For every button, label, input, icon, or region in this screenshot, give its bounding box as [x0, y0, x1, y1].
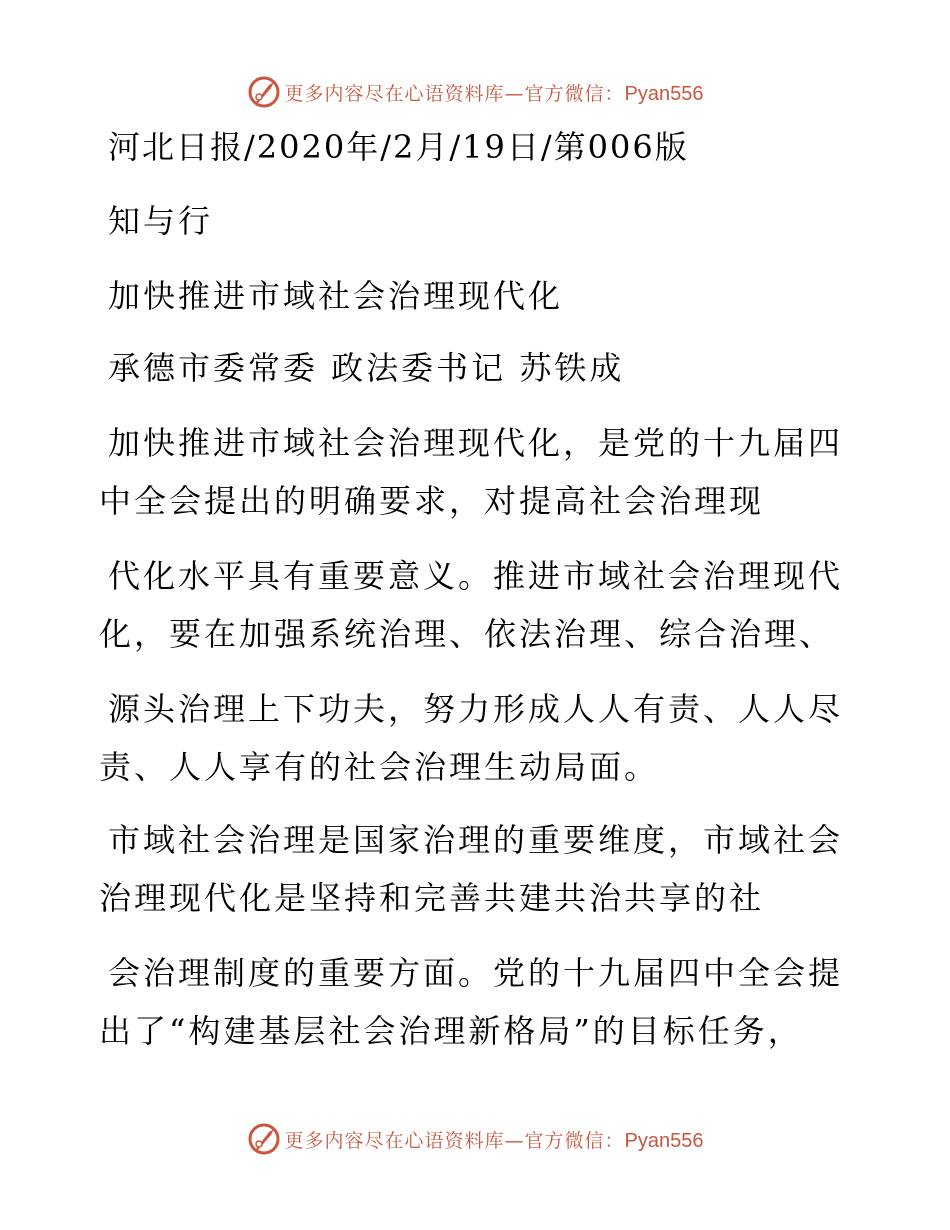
- body-line: 化，要在加强系统治理、依法治理、综合治理、: [99, 615, 835, 653]
- article-byline: 承德市委常委 政法委书记 苏铁成: [108, 349, 625, 387]
- body-line: 源头治理上下功夫，努力形成人人有责、人人尽: [108, 690, 844, 728]
- quill-logo-icon: [247, 1122, 281, 1156]
- watermark-bottom: [0, 1117, 950, 1161]
- quill-logo-icon: [247, 75, 281, 109]
- body-line: 加快推进市域社会治理现代化，是党的十九届四: [108, 424, 844, 462]
- body-line: 会治理制度的重要方面。党的十九届四中全会提: [108, 954, 844, 992]
- watermark-wechat-id: Pyan556: [624, 82, 704, 105]
- body-line: 中全会提出的明确要求，对提高社会治理现: [99, 482, 765, 520]
- watermark-text: 更多内容尽在心语资料库—官方微信：Pyan556: [284, 1129, 704, 1152]
- watermark-wechat-id: Pyan556: [624, 1129, 704, 1152]
- newspaper-header: 河北日报/2020年/2月/19日/第006版: [108, 128, 689, 166]
- column-name: 知与行: [108, 202, 214, 240]
- article-title: 加快推进市域社会治理现代化: [108, 277, 564, 315]
- body-line: 出了“构建基层社会治理新格局”的目标任务，: [99, 1012, 803, 1050]
- body-line: 市域社会治理是国家治理的重要维度，市域社会: [108, 821, 844, 859]
- body-line: 代化水平具有重要意义。推进市域社会治理现代: [108, 557, 844, 595]
- watermark-text: 更多内容尽在心语资料库—官方微信：Pyan556: [284, 82, 704, 105]
- body-line: 治理现代化是坚持和完善共建共治共享的社: [99, 879, 765, 917]
- watermark-top: [0, 70, 950, 114]
- body-line: 责、人人享有的社会治理生动局面。: [99, 748, 660, 786]
